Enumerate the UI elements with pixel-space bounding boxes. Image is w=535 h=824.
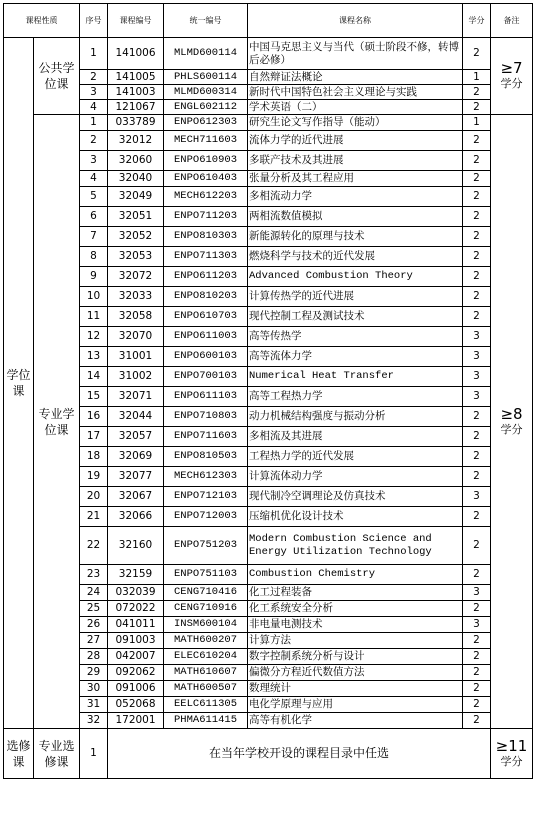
unified-code-cell: ENPO710803	[164, 407, 248, 427]
table-row	[4, 407, 533, 427]
table-row	[4, 467, 533, 487]
unified-code-cell: ENPO612303	[164, 115, 248, 131]
table-row	[4, 601, 533, 617]
unified-code-cell: ENPO810503	[164, 447, 248, 467]
header-course-no: 课程编号	[108, 4, 164, 38]
public-degree-label: 公共学位课	[34, 38, 80, 115]
credit-cell: 3	[463, 585, 491, 601]
unified-code-cell: ENPO610703	[164, 307, 248, 327]
header-course-name: 课程名称	[248, 4, 463, 38]
unified-code-cell: ENPO610903	[164, 151, 248, 171]
unified-code-cell: ELEC610204	[164, 649, 248, 665]
seq-cell: 6	[80, 207, 108, 227]
course-name-cell: 多相流动力学	[248, 187, 463, 207]
credit-cell: 2	[463, 633, 491, 649]
seq-cell: 17	[80, 427, 108, 447]
unified-code-cell: ENPO711603	[164, 427, 248, 447]
unified-code-cell: INSM600104	[164, 617, 248, 633]
seq-cell: 15	[80, 387, 108, 407]
course-name-cell: 新能源转化的原理与技术	[248, 227, 463, 247]
course-no-cell: 32069	[108, 447, 164, 467]
major-degree-note-unit: 学分	[500, 422, 523, 436]
course-name-cell: 流体力学的近代进展	[248, 131, 463, 151]
unified-code-cell: MATH600207	[164, 633, 248, 649]
table-row	[4, 100, 533, 115]
header-category: 课程性质	[4, 4, 80, 38]
seq-cell: 3	[80, 85, 108, 100]
seq-cell: 2	[80, 70, 108, 85]
seq-cell: 1	[80, 38, 108, 70]
credit-cell: 2	[463, 171, 491, 187]
credit-cell: 3	[463, 347, 491, 367]
major-degree-label: 专业学位课	[34, 115, 80, 729]
header-remark: 备注	[491, 4, 533, 38]
course-no-cell: 033789	[108, 115, 164, 131]
course-name-cell: Modern Combustion Science and Energy Utilization Technology	[248, 527, 463, 565]
course-no-cell: 032039	[108, 585, 164, 601]
credit-cell: 2	[463, 247, 491, 267]
course-name-cell: 自然辩证法概论	[248, 70, 463, 85]
course-no-cell: 32077	[108, 467, 164, 487]
unified-code-cell: ENPO711303	[164, 247, 248, 267]
credit-cell: 2	[463, 207, 491, 227]
course-no-cell: 141005	[108, 70, 164, 85]
seq-cell: 13	[80, 347, 108, 367]
course-name-cell: 数理统计	[248, 681, 463, 697]
course-no-cell: 32072	[108, 267, 164, 287]
unified-code-cell: MECH711603	[164, 131, 248, 151]
table-row	[4, 387, 533, 407]
table-row	[4, 617, 533, 633]
credit-cell: 2	[463, 407, 491, 427]
credit-cell: 2	[463, 507, 491, 527]
unified-code-cell: MLMD600114	[164, 38, 248, 70]
course-no-cell: 32071	[108, 387, 164, 407]
credit-cell: 2	[463, 38, 491, 70]
course-no-cell: 141006	[108, 38, 164, 70]
course-no-cell: 32012	[108, 131, 164, 151]
course-name-cell: 电化学原理与应用	[248, 697, 463, 713]
credit-cell: 2	[463, 681, 491, 697]
table-row	[4, 633, 533, 649]
seq-cell: 18	[80, 447, 108, 467]
course-name-cell: 现代控制工程及测试技术	[248, 307, 463, 327]
unified-code-cell: ENPO712003	[164, 507, 248, 527]
elective-description: 在当年学校开设的课程目录中任选	[108, 729, 491, 779]
credit-cell: 2	[463, 527, 491, 565]
unified-code-cell: ENPO600103	[164, 347, 248, 367]
seq-cell: 22	[80, 527, 108, 565]
course-no-cell: 091006	[108, 681, 164, 697]
course-no-cell: 072022	[108, 601, 164, 617]
course-no-cell: 32033	[108, 287, 164, 307]
course-name-cell: 高等传热学	[248, 327, 463, 347]
course-name-cell: 新时代中国特色社会主义理论与实践	[248, 85, 463, 100]
seq-cell: 11	[80, 307, 108, 327]
table-row	[4, 207, 533, 227]
public-degree-note-min: ≥7	[500, 59, 523, 77]
seq-cell: 2	[80, 131, 108, 151]
seq-cell: 5	[80, 187, 108, 207]
course-no-cell: 32058	[108, 307, 164, 327]
table-row	[4, 171, 533, 187]
unified-code-cell: PHMA611415	[164, 713, 248, 729]
seq-cell: 3	[80, 151, 108, 171]
public-degree-note	[491, 38, 533, 115]
seq-cell: 20	[80, 487, 108, 507]
unified-code-cell: MECH612303	[164, 467, 248, 487]
table-row	[4, 527, 533, 565]
course-name-cell: 非电量电测技术	[248, 617, 463, 633]
major-degree-note	[491, 115, 533, 729]
course-no-cell: 32044	[108, 407, 164, 427]
unified-code-cell: ENPO810203	[164, 287, 248, 307]
seq-cell: 32	[80, 713, 108, 729]
seq-cell: 4	[80, 171, 108, 187]
seq-cell: 14	[80, 367, 108, 387]
seq-cell: 7	[80, 227, 108, 247]
header-credit: 学分	[463, 4, 491, 38]
course-name-cell: 多相流及其进展	[248, 427, 463, 447]
course-no-cell: 31001	[108, 347, 164, 367]
table-row	[4, 131, 533, 151]
credit-cell: 2	[463, 427, 491, 447]
table-row	[4, 327, 533, 347]
course-name-cell: 高等工程热力学	[248, 387, 463, 407]
table-row	[4, 85, 533, 100]
unified-code-cell: MATH600507	[164, 681, 248, 697]
course-name-cell: 学术英语（二）	[248, 100, 463, 115]
elective-note	[491, 729, 533, 779]
unified-code-cell: ENPO711203	[164, 207, 248, 227]
course-no-cell: 32052	[108, 227, 164, 247]
credit-cell: 2	[463, 227, 491, 247]
seq-cell: 27	[80, 633, 108, 649]
seq-cell: 30	[80, 681, 108, 697]
credit-cell: 2	[463, 467, 491, 487]
course-no-cell: 32057	[108, 427, 164, 447]
course-name-cell: 化工过程装备	[248, 585, 463, 601]
unified-code-cell: PHLS600114	[164, 70, 248, 85]
unified-code-cell: ENPO611003	[164, 327, 248, 347]
course-name-cell: 两相流数值模拟	[248, 207, 463, 227]
course-name-cell: 张量分析及其工程应用	[248, 171, 463, 187]
seq-cell: 24	[80, 585, 108, 601]
table-row	[4, 367, 533, 387]
seq-cell: 28	[80, 649, 108, 665]
credit-cell: 2	[463, 267, 491, 287]
seq-cell: 12	[80, 327, 108, 347]
course-name-cell: 工程热力学的近代发展	[248, 447, 463, 467]
course-name-cell: 高等流体力学	[248, 347, 463, 367]
course-no-cell: 32067	[108, 487, 164, 507]
unified-code-cell: MLMD600314	[164, 85, 248, 100]
elective-note-min: ≥11	[495, 736, 528, 755]
elective-sub-label: 专业选修课	[34, 729, 80, 779]
credit-cell: 2	[463, 565, 491, 585]
credit-cell: 2	[463, 307, 491, 327]
course-name-cell: 计算流体动力学	[248, 467, 463, 487]
course-no-cell: 32160	[108, 527, 164, 565]
table-row	[4, 38, 533, 70]
course-no-cell: 32066	[108, 507, 164, 527]
credit-cell: 2	[463, 601, 491, 617]
credit-cell: 2	[463, 665, 491, 681]
table-row	[4, 681, 533, 697]
unified-code-cell: ENPO611203	[164, 267, 248, 287]
credit-cell: 2	[463, 447, 491, 467]
course-no-cell: 32040	[108, 171, 164, 187]
elective-category-label: 选修课	[4, 729, 34, 779]
course-no-cell: 091003	[108, 633, 164, 649]
table-row	[4, 713, 533, 729]
credit-cell: 3	[463, 617, 491, 633]
credit-cell: 2	[463, 713, 491, 729]
table-row	[4, 447, 533, 467]
credit-cell: 2	[463, 100, 491, 115]
course-name-cell: 偏微分方程近代数值方法	[248, 665, 463, 681]
credit-cell: 2	[463, 187, 491, 207]
table-row	[4, 649, 533, 665]
credit-cell: 2	[463, 649, 491, 665]
credit-cell: 2	[463, 85, 491, 100]
seq-cell: 10	[80, 287, 108, 307]
credit-cell: 1	[463, 70, 491, 85]
course-no-cell: 32159	[108, 565, 164, 585]
unified-code-cell: EELC611305	[164, 697, 248, 713]
course-name-cell: 中国马克思主义与当代（硕士阶段不修，转博后必修）	[248, 38, 463, 70]
course-name-cell: Numerical Heat Transfer	[248, 367, 463, 387]
credit-cell: 1	[463, 115, 491, 131]
credit-cell: 3	[463, 327, 491, 347]
course-name-cell: 现代制冷空调理论及仿真技术	[248, 487, 463, 507]
header-seq: 序号	[80, 4, 108, 38]
table-row	[4, 347, 533, 367]
table-row	[4, 307, 533, 327]
unified-code-cell: ENGL602112	[164, 100, 248, 115]
credit-cell: 3	[463, 387, 491, 407]
course-no-cell: 32051	[108, 207, 164, 227]
table-row	[4, 507, 533, 527]
unified-code-cell: ENPO611103	[164, 387, 248, 407]
credit-cell: 3	[463, 367, 491, 387]
unified-code-cell: CENG710416	[164, 585, 248, 601]
seq-cell: 16	[80, 407, 108, 427]
course-name-cell: Combustion Chemistry	[248, 565, 463, 585]
course-no-cell: 041011	[108, 617, 164, 633]
unified-code-cell: ENPO700103	[164, 367, 248, 387]
table-row	[4, 267, 533, 287]
unified-code-cell: ENPO751203	[164, 527, 248, 565]
credit-cell: 2	[463, 151, 491, 171]
table-row	[4, 70, 533, 85]
seq-cell: 19	[80, 467, 108, 487]
seq-cell: 21	[80, 507, 108, 527]
course-no-cell: 042007	[108, 649, 164, 665]
course-name-cell: 计算传热学的近代进展	[248, 287, 463, 307]
table-row	[4, 187, 533, 207]
seq-cell: 29	[80, 665, 108, 681]
course-name-cell: 数字控制系统分析与设计	[248, 649, 463, 665]
table-header-row	[4, 4, 533, 38]
course-name-cell: 高等有机化学	[248, 713, 463, 729]
table-row	[4, 697, 533, 713]
header-unified-code: 统一编号	[164, 4, 248, 38]
course-no-cell: 121067	[108, 100, 164, 115]
seq-cell: 1	[80, 115, 108, 131]
credit-cell: 3	[463, 487, 491, 507]
course-name-cell: 压缩机优化设计技术	[248, 507, 463, 527]
course-no-cell: 31002	[108, 367, 164, 387]
course-name-cell: 燃烧科学与技术的近代发展	[248, 247, 463, 267]
seq-cell: 26	[80, 617, 108, 633]
table-row	[4, 565, 533, 585]
course-no-cell: 32060	[108, 151, 164, 171]
unified-code-cell: MATH610607	[164, 665, 248, 681]
table-row	[4, 151, 533, 171]
unified-code-cell: ENPO751103	[164, 565, 248, 585]
major-degree-note-min: ≥8	[500, 404, 523, 423]
unified-code-cell: ENPO810303	[164, 227, 248, 247]
table-row	[4, 427, 533, 447]
course-no-cell: 141003	[108, 85, 164, 100]
table-body	[4, 38, 533, 779]
credit-cell: 2	[463, 697, 491, 713]
elective-row	[4, 729, 533, 779]
seq-cell: 31	[80, 697, 108, 713]
seq-cell: 25	[80, 601, 108, 617]
course-table	[3, 3, 533, 779]
course-name-cell: 化工系统安全分析	[248, 601, 463, 617]
course-no-cell: 32070	[108, 327, 164, 347]
elective-note-unit: 学分	[500, 754, 523, 768]
table-row	[4, 585, 533, 601]
course-no-cell: 092062	[108, 665, 164, 681]
table-row	[4, 227, 533, 247]
table-row	[4, 487, 533, 507]
unified-code-cell: ENPO610403	[164, 171, 248, 187]
table-row	[4, 665, 533, 681]
table-row	[4, 287, 533, 307]
unified-code-cell: MECH612203	[164, 187, 248, 207]
credit-cell: 2	[463, 131, 491, 151]
course-name-cell: 动力机械结构强度与振动分析	[248, 407, 463, 427]
course-name-cell: Advanced Combustion Theory	[248, 267, 463, 287]
table-row	[4, 247, 533, 267]
degree-course-label: 学位课	[4, 38, 34, 729]
table-row	[4, 115, 533, 131]
credit-cell: 2	[463, 287, 491, 307]
course-no-cell: 052068	[108, 697, 164, 713]
seq-cell: 9	[80, 267, 108, 287]
course-name-cell: 计算方法	[248, 633, 463, 649]
seq-cell: 4	[80, 100, 108, 115]
seq-cell: 1	[80, 729, 108, 779]
unified-code-cell: ENPO712103	[164, 487, 248, 507]
course-name-cell: 研究生论文写作指导（能动）	[248, 115, 463, 131]
course-no-cell: 32053	[108, 247, 164, 267]
course-no-cell: 32049	[108, 187, 164, 207]
course-name-cell: 多联产技术及其进展	[248, 151, 463, 171]
public-degree-note-unit: 学分	[500, 77, 523, 90]
seq-cell: 23	[80, 565, 108, 585]
unified-code-cell: CENG710916	[164, 601, 248, 617]
seq-cell: 8	[80, 247, 108, 267]
course-no-cell: 172001	[108, 713, 164, 729]
